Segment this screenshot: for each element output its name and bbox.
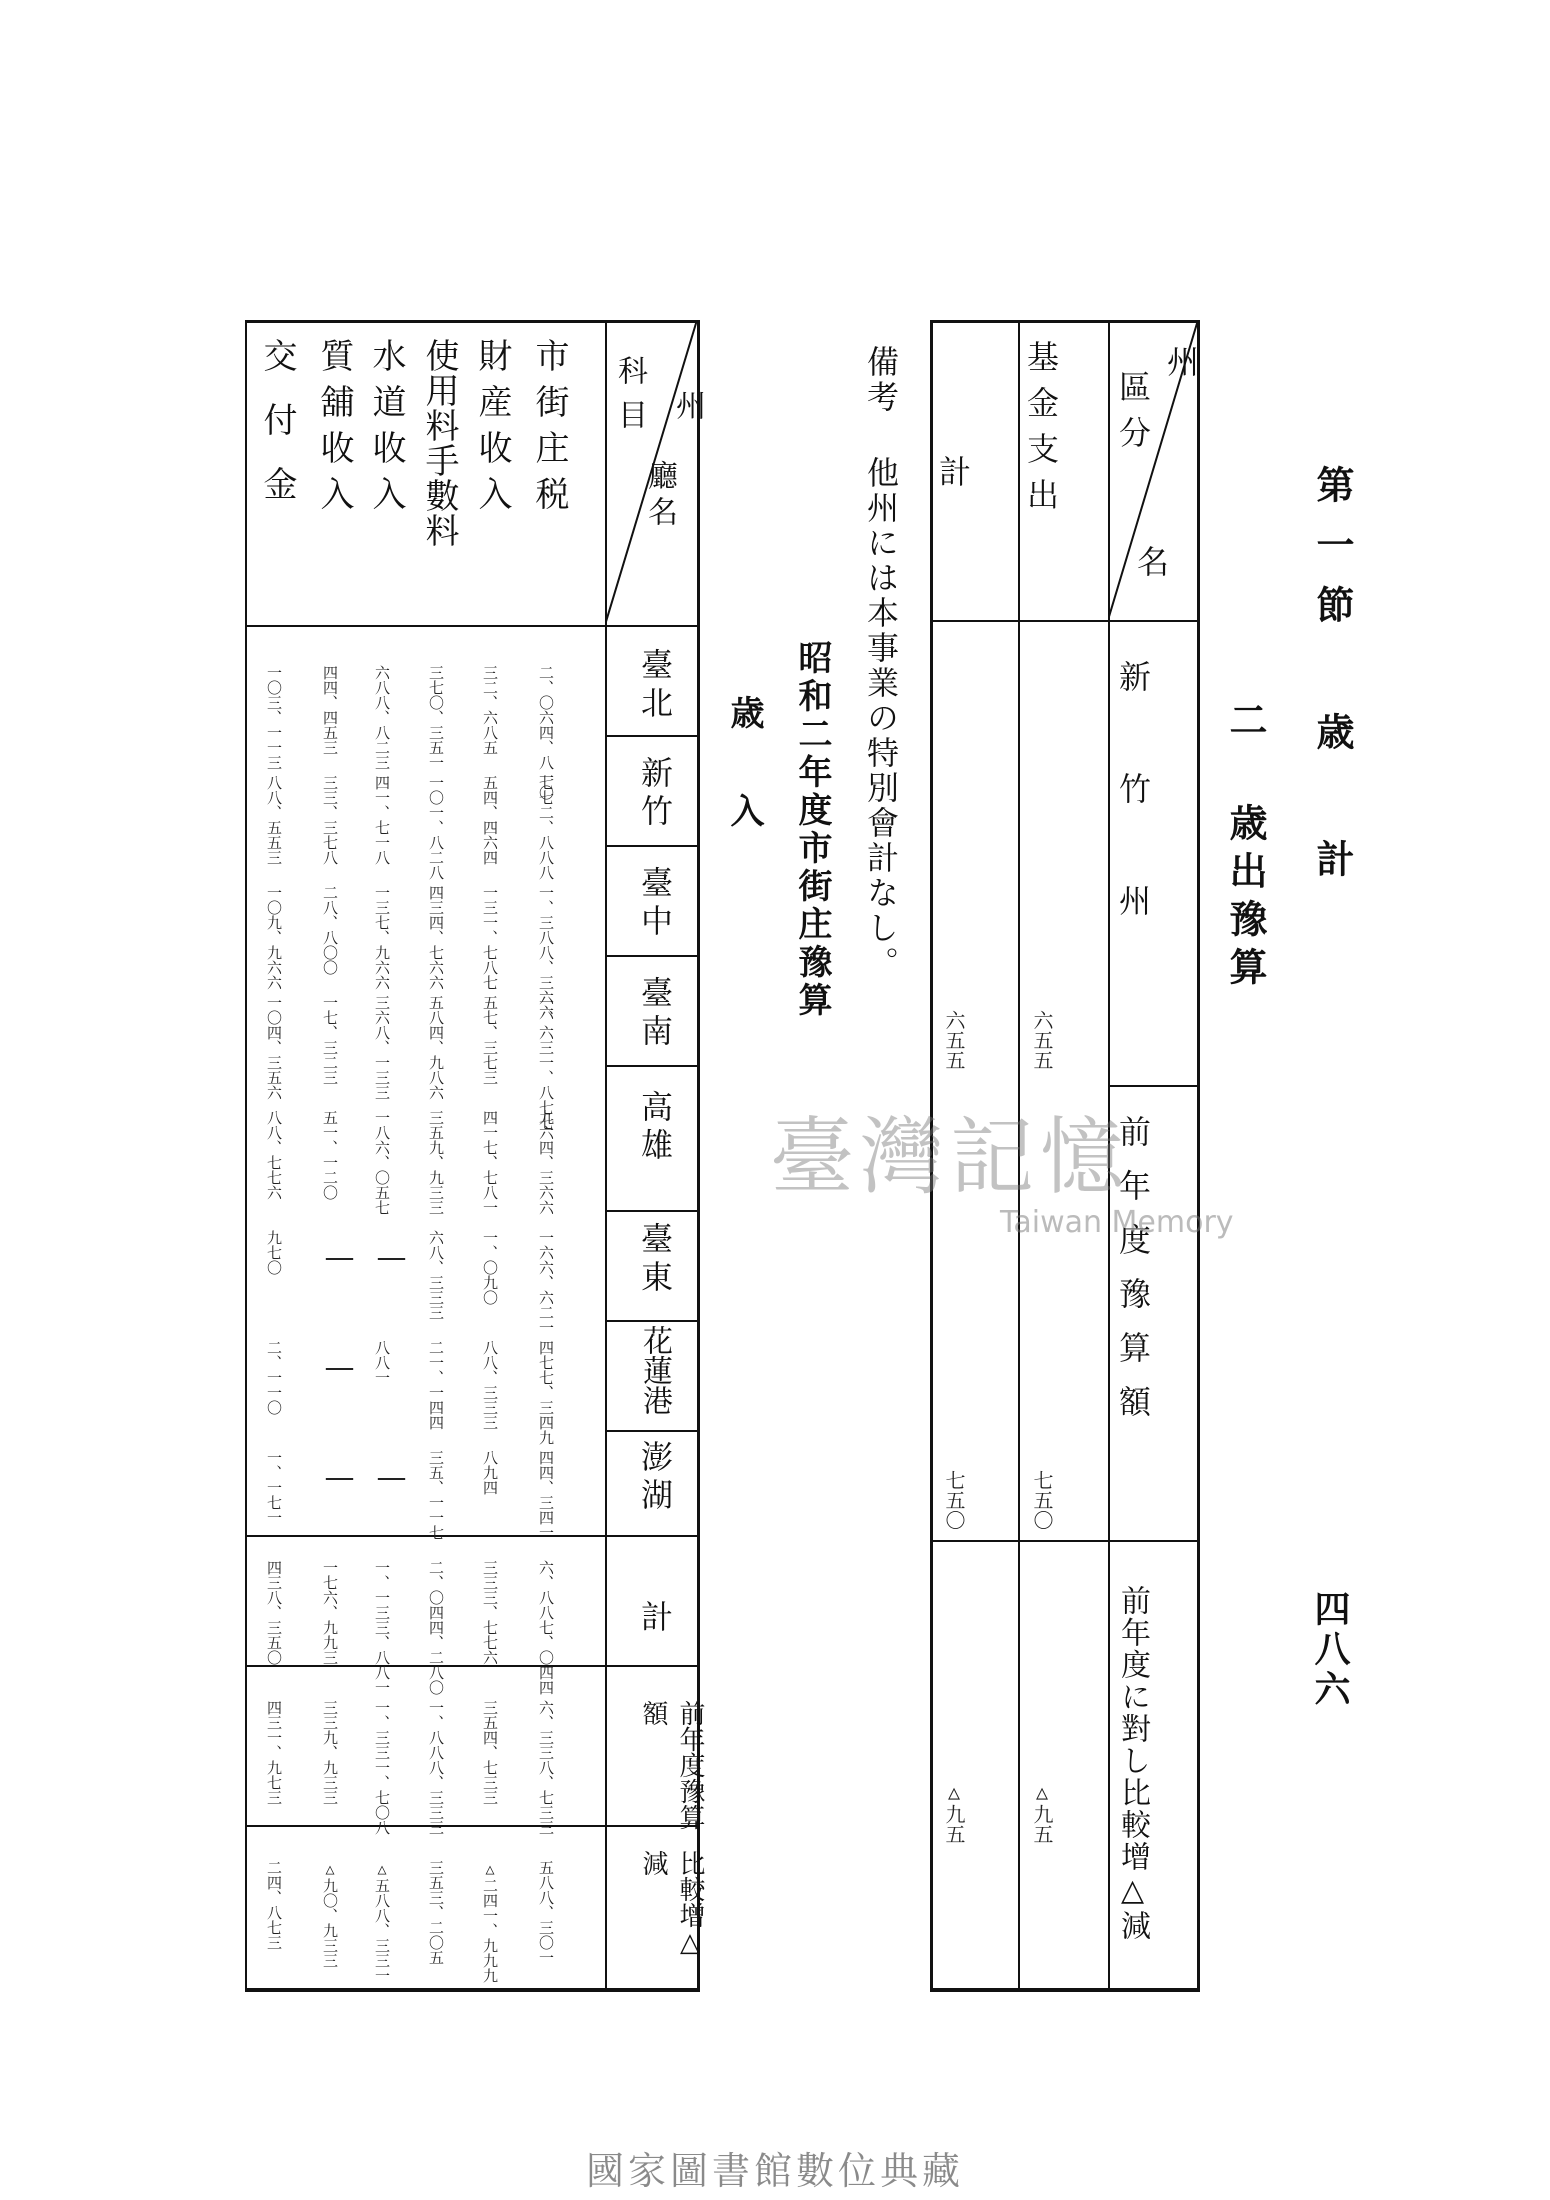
revenue-cell: 五四、四六四 [481,775,499,865]
exp-row-label-total: 計 [934,455,972,487]
revenue-title: 昭和二年度市街庄豫算 [792,640,832,1020]
revenue-cell: 七七二、八八八 [537,775,555,880]
revenue-cell: 六、八八七、〇四四 [537,1560,555,1695]
revenue-cell: 二一、一四四 [427,1340,445,1430]
rev-row-label-tax: 市街庄税 [529,338,569,522]
revenue-cell: 六、三三八、七三三 [537,1700,555,1835]
revenue-cell: 九六四、三六六 [537,1110,555,1215]
revenue-cell: 二八、八〇〇 [321,885,339,975]
exp-value-total-prev: 七五〇 [942,1470,966,1530]
revenue-cell: 一、一三三、八八一 [373,1560,391,1695]
revenue-cell: 五一、一二〇 [321,1110,339,1200]
revenue-cell: 二四、八七三 [265,1860,283,1950]
exp-diag-mid: 名 [1132,545,1170,577]
exp-value-fund-diff: △九五 [1030,1780,1054,1844]
rev-row-label-property: 財産收入 [472,338,512,522]
revenue-cell: — [322,1460,357,1495]
exp-value-total-shinchiku: 六五五 [942,1010,966,1070]
revenue-cell: 一六六、六二一 [537,1230,555,1335]
revenue-cell: 九七〇 [265,1230,283,1275]
revenue-cell: 三五四、七三三 [481,1700,499,1805]
revenue-cell: 一〇四、三五六 [265,995,283,1100]
revenue-cell: 四三八、三五〇 [265,1560,283,1665]
rev-diag-left: 科目 [612,355,647,443]
section-title: 第一節 歳 計 [1310,465,1355,899]
revenue-cell: 一、三三一、七〇八 [373,1700,391,1835]
exp-row-label-fund: 基金支出 [1022,340,1060,524]
rev-col-total: 計 [636,1600,674,1632]
rev-col-tainan: 臺南 [636,976,674,1052]
revenue-cell: 一〇九、九六六 [265,885,283,990]
revenue-cell: 一八六、〇五七 [373,1110,391,1215]
revenue-cell: 三三、三七八 [321,775,339,865]
revenue-cell: 五八八、三〇一 [537,1860,555,1965]
revenue-cell: 六八、三三三 [427,1230,445,1320]
revenue-cell: 四三一、九七三 [265,1700,283,1805]
revenue-cell: 八八、七七六 [265,1110,283,1200]
revenue-cell: 三六八、一三三 [373,995,391,1100]
rev-diag-top: 州 [670,390,705,420]
rev-row-label-water: 水道收入 [366,338,406,522]
rev-row-label-grants: 交付金 [257,338,297,530]
revenue-cell: 五八四、九八六 [427,995,445,1100]
revenue-cell: 三五、一一七 [427,1450,445,1540]
revenue-cell: 八八、三三三 [481,1340,499,1430]
revenue-cell: 四四、四五三 [321,665,339,755]
exp-diag-left: 區分 [1114,370,1152,462]
revenue-cell: 一〇一、八二八 [427,775,445,880]
exp-col-header-comparison: 前年度に對し比較增△減 [1115,1585,1150,1942]
revenue-cell: 一、六三一、八七七 [537,995,555,1130]
revenue-cell: 一〇三、一一三 [265,665,283,770]
revenue-cell: 四一、七一八 [373,775,391,865]
revenue-cell: 四七七、三四九 [537,1340,555,1445]
revenue-cell: 三五三、二〇五 [427,1860,445,1965]
rev-col-karenko: 花蓮港 [637,1325,672,1415]
revenue-cell: 六八八、八二三 [373,665,391,770]
exp-col-header-shinchiku: 新竹州 [1114,660,1152,996]
rev-col-prev-budget: 前年度豫算額 [638,1700,705,1830]
revenue-cell: 一、一七一 [265,1450,283,1525]
revenue-cell: 二、〇四四、二八〇 [427,1560,445,1695]
revenue-cell: 五七、三七三 [481,995,499,1085]
revenue-cell: 一七六、九九三 [321,1560,339,1665]
watermark-sub: Taiwan Memory [1000,1205,1234,1240]
watermark-logo: 臺灣記憶 [770,1108,1131,1206]
revenue-cell: 四三四、七六六 [427,885,445,990]
rev-col-taitung: 臺東 [636,1222,674,1298]
revenue-cell: — [374,1460,409,1495]
remark-note: 備考 他州には本事業の特別會計なし。 [862,345,900,981]
rev-row-label-pawnshop: 質舖收入 [314,338,354,522]
revenue-cell: 八八一 [373,1340,391,1385]
rev-diag-mid: 廳名 [642,460,677,532]
revenue-cell: 一、〇九〇 [481,1230,499,1305]
revenue-cell: — [322,1240,357,1275]
revenue-cell: 一、三八八、三六六 [537,885,555,1020]
revenue-cell: 三五九、九三三 [427,1110,445,1215]
revenue-cell: 三三九、九三三 [321,1700,339,1805]
footer-credit: 國家圖書館數位典藏 [585,2149,964,2193]
exp-col-header-prev-budget: 前年度豫算額 [1114,1115,1152,1439]
revenue-cell: △二四一、九九九 [481,1860,499,1983]
revenue-cell: — [374,1240,409,1275]
revenue-cell: 三二、六八五 [481,665,499,755]
revenue-cell: 四四、三四一 [537,1450,555,1540]
subsection-title: 二 歳出豫算 [1223,700,1268,995]
revenue-cell: 二、一一〇 [265,1340,283,1415]
exp-value-fund-shinchiku: 六五五 [1030,1010,1054,1070]
revenue-cell: 二、〇六四、八一〇 [537,665,555,800]
revenue-cell: — [322,1350,357,1385]
revenue-cell: 一三一、七八七 [481,885,499,990]
rev-col-taichung: 臺中 [636,866,674,942]
page-number: 四八六 [1309,1590,1351,1710]
rev-col-taipei: 臺北 [636,648,674,724]
exp-value-fund-prev: 七五〇 [1030,1470,1054,1530]
revenue-cell: △五八八、三三一 [373,1860,391,1983]
revenue-cell: 一三七、九六六 [373,885,391,990]
revenue-subtitle: 歳 入 [724,695,764,839]
revenue-cell: 一七、三二三 [321,995,339,1085]
revenue-cell: 八八、五五三 [265,775,283,865]
revenue-cell: △九〇、九三三 [321,1860,339,1968]
exp-diag-top: 州 [1162,345,1200,377]
revenue-cell: 三三三、七七六 [481,1560,499,1665]
rev-col-kaohsiung: 高雄 [636,1090,674,1166]
rev-col-shinchiku: 新竹 [636,756,674,832]
revenue-cell: 八九四 [481,1450,499,1495]
revenue-cell: 四一七、七八一 [481,1110,499,1215]
rev-row-label-fees: 使用料手數料 [419,338,459,548]
rev-col-comparison: 比較增△減 [638,1850,705,1958]
rev-col-penghu: 澎湖 [636,1440,674,1516]
revenue-cell: 三七〇、三五一 [427,665,445,770]
exp-value-total-diff: △九五 [942,1780,966,1844]
revenue-cell: 一、八八八、三三三 [427,1700,445,1835]
